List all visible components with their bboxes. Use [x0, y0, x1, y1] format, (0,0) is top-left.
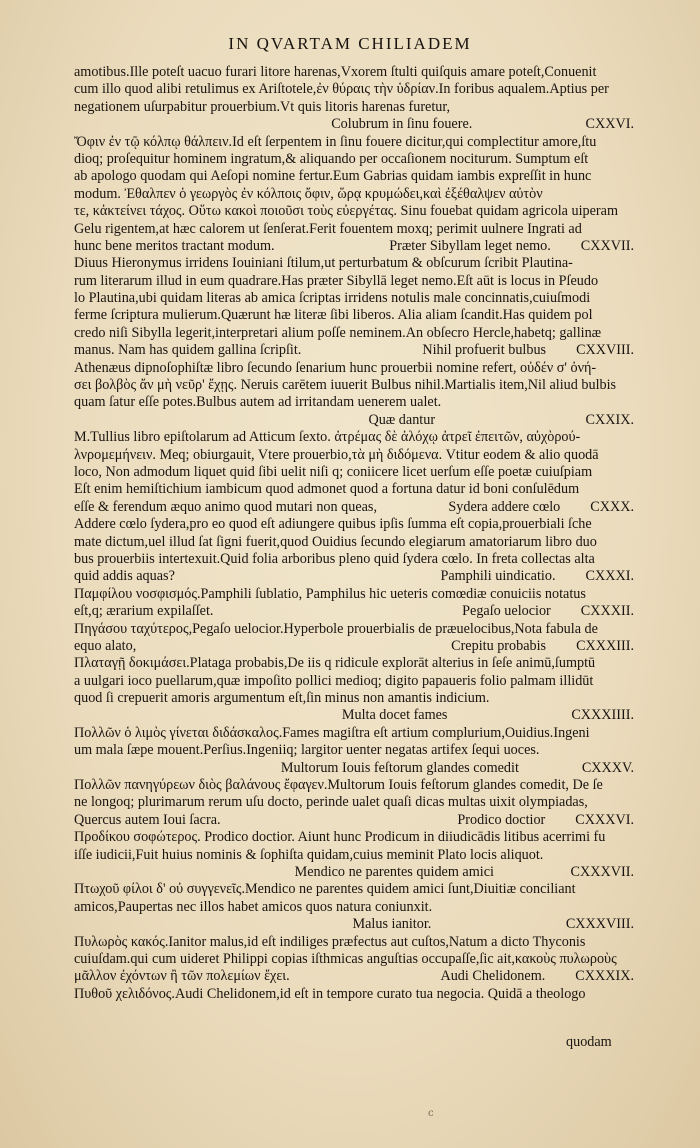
catchword: quodam	[566, 1034, 612, 1050]
text-line	[74, 203, 634, 220]
adage-heading-line	[74, 116, 634, 133]
line-text: λνρομεμήνειν. Meq; obiurgauit, Vtere prouerbio,τὰ μὴ διδόμενα. Vtitur eodem & alio quodā	[74, 446, 599, 463]
line-text: equo alato,	[74, 637, 137, 654]
line-text: dioq; proſequitur hominem ingratum,& aliquando per occaſionem nociturum. Sumptum eſt	[74, 150, 589, 167]
adage-number: CXXX.	[590, 498, 634, 515]
text-line	[74, 273, 634, 290]
adage-number: CXXXI.	[585, 568, 634, 585]
adage-title: Sydera addere cœlo	[448, 498, 561, 515]
text-line	[74, 290, 634, 307]
adage-title: Pegaſo uelocior	[462, 603, 551, 620]
adage-title: Pamphili uindicatio.	[440, 568, 556, 585]
text-line	[74, 377, 634, 394]
folio-mark: c	[428, 1108, 434, 1119]
adage-number: CXXXIII.	[576, 637, 634, 654]
line-text: M.Tullius libro epiſtolarum ad Atticum ſexto. ἀτρέμας δὲ ἀλόχῳ ἀτρεῖ ἐπειτῶν, αὐχὸρού-	[74, 429, 581, 446]
text-line	[74, 151, 634, 168]
line-text: Addere cœlo ſydera,pro eo quod eſt adiungere quibus ipſis ſumma eſt copia,prouerbiali ſche	[74, 516, 592, 533]
line-text: loco, Non admodum liquet quid ſibi uelit niſi q; coniicere licet uerſum eſſe poetæ cuiuſpiam	[74, 463, 593, 480]
text-line	[74, 551, 634, 568]
text-line	[74, 638, 634, 655]
adage-heading-line	[74, 864, 634, 881]
text-line	[74, 360, 634, 377]
line-text: eſt,q; ærarium expilaſſet.	[74, 603, 214, 620]
adage-number: CXXXVIII.	[565, 916, 634, 933]
line-text: Παμφίλου νοσφισμός.Pamphili ſublatio, Pamphilus hic ueteris comœdiæ conuiciis notatus	[74, 585, 586, 602]
text-line	[74, 221, 634, 238]
text-line	[74, 777, 634, 794]
line-text: Malus ianitor.	[352, 916, 432, 933]
line-text: lo Plautina,ubi quidam literas ab amica ſcriptas irridens notulis male concinnatis,cuiuſmodi	[74, 290, 591, 307]
line-text: Gelu rigentem,at hæc calorem ut ſenſerat.Ferit fouentem moxq; perimit uulnere Ingrati ad	[74, 220, 582, 237]
adage-heading-line	[74, 707, 634, 724]
text-line	[74, 516, 634, 533]
text-line	[74, 568, 634, 585]
adage-number: CXXXIIII.	[571, 707, 634, 724]
line-text: cum illo quod alibi retulimus ex Ariſtotele,ἐν θύραις τὴν ὑδρίαν.In foribus aqualem.Aptius per	[74, 81, 609, 98]
text-line	[74, 742, 634, 759]
line-text: quam ſatur eſſe potes.Bulbus autem ad irritandam uenerem ualet.	[74, 394, 442, 411]
line-text: Ὄφιν ἐν τῷ κόλπῳ θάλπειν.Id eſt ſerpentem in ſinu fouere dicitur,qui complectitur amore,ſtu	[74, 133, 597, 150]
text-line	[74, 342, 634, 359]
line-text: ne longoq; plurimarum rerum uſu docto, perinde ualet quaſi dicas multas uixit olympiadas,	[74, 794, 588, 811]
text-line	[74, 655, 634, 672]
line-text: eſſe & ferendum æquo animo quod mutari non queas,	[74, 498, 377, 515]
line-text: mate dictum,uel illud ſat ſigni fuerit,quod Ouidius ſecundo elegiarum amatoriarum libro duo	[74, 533, 597, 550]
adage-number: CXXXII.	[580, 603, 634, 620]
body-text	[74, 64, 634, 1003]
line-text: quod ſi crepuerit amoris argumentum eſt,ſin minus non amantis indicium.	[74, 690, 490, 707]
adage-number: CXXXV.	[581, 759, 634, 776]
line-text: manus. Nam has quidem gallina ſcripſit.	[74, 342, 302, 359]
running-head: IN QVARTAM CHILIADEM	[228, 34, 472, 53]
line-text: Eſt enim hemiſtichium iambicum quod admonet quod a fortuna datur id boni conſulēdum	[74, 481, 580, 498]
line-text: iſſe iudicii,Fuit huius nominis & ſophiſta quidam,cuius meminit Plato locis aliquot.	[74, 846, 544, 863]
text-line	[74, 394, 634, 411]
text-line	[74, 603, 634, 620]
line-text: amotibus.Ille poteſt uacuo furari litore harenas,Vxorem ſtulti quiſquis amare poteſt,Conuenit	[74, 64, 597, 80]
text-line	[74, 534, 634, 551]
adage-title: Nihil profuerit bulbus	[422, 342, 547, 359]
line-text: modum. Ἐθαλπεν ὁ γεωργὸς ἐν κόλποις ὄφιν, ὥρᾳ κρυμώδει,καὶ ἐξέθαλψεν αὐτὸν	[74, 185, 543, 202]
text-line	[74, 186, 634, 203]
text-line	[74, 829, 634, 846]
line-text: Multorum Iouis feſtorum glandes comedit	[280, 759, 519, 776]
text-line	[74, 481, 634, 498]
text-line	[74, 951, 634, 968]
text-line	[74, 725, 634, 742]
line-text: Προδίκου σοφώτερος. Prodico doctior. Aiunt hunc Prodicum in diiudicādis litibus acerrimi fu	[74, 829, 606, 846]
line-text: Πυλωρὸς κακός.Ianitor malus,id eſt indiliges præfectus aut cuſtos,Natum a dicto Thyconis	[74, 933, 586, 950]
text-line	[74, 464, 634, 481]
line-text: rum literarum illud in eum quadrare.Has præter Sibyllā leget nemo.Eſt aūt is locus in Pſeudo	[74, 272, 599, 289]
adage-title: Crepitu probabis	[451, 637, 547, 654]
line-text: credo niſi Sibylla legerit,interpretari alium poſſe neminem.An obſecro Hercle,habetq; gallinæ	[74, 324, 602, 341]
line-text: Quercus autem Ioui ſacra.	[74, 811, 221, 828]
adage-title: Prodico doctior	[457, 811, 546, 828]
line-text: Quæ dantur	[368, 411, 436, 428]
line-text: hunc bene meritos tractant modum.	[74, 237, 275, 254]
text-line	[74, 586, 634, 603]
line-text: μᾶλλον ἐχόντων ἢ τῶν πολεμίων ἔχει.	[74, 968, 290, 985]
adage-number: CXXVIII.	[576, 342, 634, 359]
line-text: Colubrum in ſinu fouere.	[331, 116, 473, 133]
line-text: σει βολβὸς ἄν μὴ νεῦρ' ἔχῃς. Neruis carētem iuuerit Bulbus nihil.Martialis item,Nil aliud bulbis	[74, 377, 617, 394]
text-line	[74, 255, 634, 272]
line-text: amicos,Paupertas nec illos habet amicos quos natura coniunxit.	[74, 898, 433, 915]
line-text: a uulgari ioco puellarum,quæ impoſito pollici medioq; digito papaueris folio palmam illidūt	[74, 672, 594, 689]
adage-title: Præter Sibyllam leget nemo.	[389, 237, 551, 254]
text-line	[74, 881, 634, 898]
text-line	[74, 168, 634, 185]
text-line	[74, 934, 634, 951]
adage-heading-line	[74, 916, 634, 933]
text-line	[74, 673, 634, 690]
line-text: Πολλῶν ὁ λιμὸς γίνεται διδάσκαλος.Fames magiſtra eſt artium complurium,Ouidius.Ingeni	[74, 724, 590, 741]
line-text: τε, κἀκτείνει τάχος. Οὕτω κακοὶ ποιοῦσι τοὺς εὐεργέτας. Sinu fouebat quidam agricola uiperam	[74, 203, 618, 220]
line-text: negationem uſurpabitur prouerbium.Vt quis litoris harenas furetur,	[74, 98, 451, 115]
adage-heading-line	[74, 412, 634, 429]
text-line	[74, 847, 634, 864]
text-line	[74, 794, 634, 811]
adage-title: Audi Chelidonem.	[440, 968, 546, 985]
line-text: um mala ſæpe mouent.Perſius.Ingeniiq; largitor uenter negatas artifex ſequi uoces.	[74, 742, 540, 759]
line-text: Athenæus dipnoſophiſtæ libro ſecundo ſenarium hunc prouerbii nomine refert, οὐδέν σ' ὀνή-	[74, 359, 597, 376]
adage-number: CXXVII.	[580, 237, 634, 254]
line-text: Πλαταγῇ δοκιμάσει.Plataga probabis,De iis q ridicule explorāt alterius in ſeſe animū,ſumptū	[74, 655, 596, 672]
text-line	[74, 99, 634, 116]
adage-number: CXXXVII.	[570, 863, 634, 880]
text-line	[74, 64, 634, 81]
line-text: Πολλῶν πανηγύρεων διὸς βαλάνους ἔφαγεν.Multorum Iouis feſtorum glandes comedit, De ſe	[74, 777, 603, 794]
text-line	[74, 986, 634, 1003]
line-text: Πυθοῦ χελιδόνος.Audi Chelidonem,id eſt in tempore curato tua negocia. Quidā a theologo	[74, 985, 586, 1002]
text-line	[74, 429, 634, 446]
text-line	[74, 134, 634, 151]
text-line	[74, 690, 634, 707]
adage-heading-line	[74, 760, 634, 777]
line-text: Diuus Hieronymus irridens Iouiniani ſtilum,ut perturbatum & obſcurum ſcribit Plautina-	[74, 255, 573, 272]
text-line	[74, 447, 634, 464]
text-line	[74, 899, 634, 916]
text-line	[74, 499, 634, 516]
line-text: quid addis aquas?	[74, 568, 175, 585]
text-line	[74, 81, 634, 98]
text-line	[74, 621, 634, 638]
adage-number: CXXXVI.	[575, 811, 634, 828]
adage-number: CXXIX.	[585, 411, 634, 428]
line-text: cuiuſdam.qui cum uideret Philippi copias iſthmicas anguſtias occupaſſe,ſic ait,κακοὺς πυλωροὺς	[74, 950, 617, 967]
line-text: Πτωχοῦ φίλοι δ' οὐ συγγενεῖς.Mendico ne parentes quidem amici ſunt,Diuitiæ conciliant	[74, 881, 576, 898]
text-line	[74, 307, 634, 324]
text-line	[74, 968, 634, 985]
line-text: Πηγάσου ταχύτερος,Pegaſo uelocior.Hyperbole prouerbialis de præuelocibus,Nota fabula de	[74, 620, 598, 637]
adage-number: CXXVI.	[585, 116, 634, 133]
adage-number: CXXXIX.	[575, 968, 634, 985]
line-text: bus prouerbiis intertexuit.Quid folia arboribus pleno quid ſydera cœlo. In freta collectas alta	[74, 550, 595, 567]
text-line	[74, 325, 634, 342]
line-text: Multa docet fames	[341, 707, 448, 724]
line-text: Mendico ne parentes quidem amici	[294, 863, 494, 880]
line-text: ferme ſcriptura mulierum.Quærunt hæ literæ ſibi liberos. Alia aliam ſcandit.Has quidem pol	[74, 307, 593, 324]
text-line	[74, 812, 634, 829]
line-text: ab apologo quodam qui Aeſopi nomine fertur.Eum Gabrias quidam iambis expreſſit in hunc	[74, 168, 592, 185]
text-line	[74, 238, 634, 255]
